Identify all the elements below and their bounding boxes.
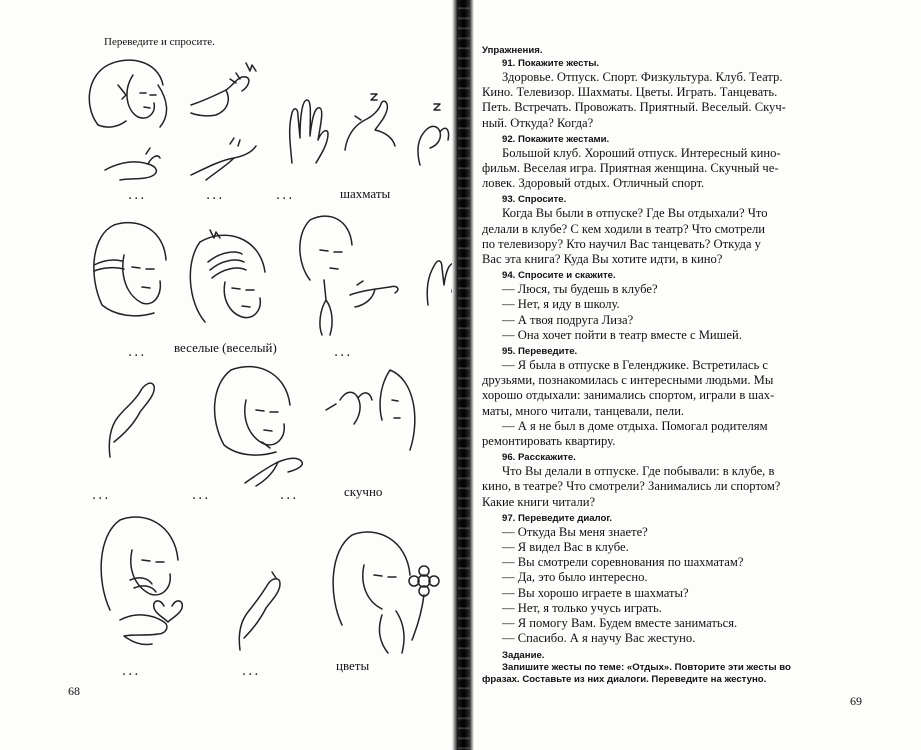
left-page-header: Переведите и спросите. xyxy=(104,36,215,48)
section-title: Упражнения. xyxy=(482,45,543,56)
exercise-heading: 96. Расскажите. xyxy=(502,452,576,464)
exercise-line: ный. Откуда? Когда? xyxy=(482,115,594,130)
dialogue-line: — Спасибо. А я научу Вас жестуно. xyxy=(502,631,696,646)
face-with-hand-illustration xyxy=(180,222,280,332)
task-line: Запишите жесты по теме: «Отдых». Повторите эти жесты во xyxy=(502,661,791,673)
dialogue-line: — Нет, я только учусь играть. xyxy=(502,600,662,615)
exercise-heading: 94. Спросите и скажите. xyxy=(502,270,616,282)
dialogue-line: — Вы хорошо играете в шахматы? xyxy=(502,585,689,600)
exercise-heading: 91. Покажите жесты. xyxy=(502,58,600,69)
exercise-heading: 92. Покажите жестами. xyxy=(502,133,610,145)
exercise-line: маты, много читали, танцевали, пели. xyxy=(482,403,685,418)
dialogue-line: — Я видел Вас в клубе. xyxy=(502,540,629,555)
exercise-line: Петь. Встречать. Провожать. Приятный. Веселый. Скуч- xyxy=(482,100,786,115)
exercise-line: делали в клубе? С кем ходили в театр? Что смотрели xyxy=(482,221,766,236)
blank-dots: ... xyxy=(122,664,141,679)
face-with-flower-illustration xyxy=(322,525,442,660)
blank-dots: ... xyxy=(206,188,225,203)
face-with-hand-illustration xyxy=(84,215,174,325)
pointing-hand-illustration xyxy=(345,275,405,320)
open-hand-illustration xyxy=(282,88,332,168)
exercise-line: по телевизору? Кто научил Вас танцевать? Откуда у xyxy=(482,236,761,251)
exercise-line: Какие книги читали? xyxy=(482,494,596,509)
exercise-line: друзьями, познакомилась с интересными людьми. Мы xyxy=(482,373,774,388)
face-with-hand-illustration xyxy=(320,360,440,460)
blank-dots: ... xyxy=(128,188,147,203)
exercise-line: фильм. Веселая игра. Приятная женщина. Скучный че- xyxy=(482,161,779,176)
blank-dots: ... xyxy=(242,664,261,679)
blank-dots: ... xyxy=(128,345,147,360)
exercise-line: Когда Вы были в отпуске? Где Вы отдыхали? Что xyxy=(502,206,768,221)
dialogue-line: — А твоя подруга Лиза? xyxy=(502,312,634,327)
exercise-heading: 95. Переведите. xyxy=(502,346,578,358)
page-number-left: 68 xyxy=(68,684,80,698)
label-skuchno: скучно xyxy=(344,484,383,499)
exercise-line: — А я не был в доме отдыха. Помогал родителям xyxy=(502,418,768,433)
hand-gesture-illustration xyxy=(410,100,455,170)
exercise-line: Вас эта книга? Куда Вы хотите идти, в кино? xyxy=(482,252,723,267)
hand-gesture-illustration xyxy=(335,90,405,160)
exercise-line: — Я была в отпуске в Геленджике. Встретилась с xyxy=(502,358,768,373)
blank-dots: ... xyxy=(92,488,111,503)
face-with-hands-and-heart-illustration xyxy=(90,510,200,660)
exercise-heading: 93. Спросите. xyxy=(502,194,567,206)
exercise-line: ремонтировать квартиру. xyxy=(482,434,616,449)
exercise-line: Здоровье. Отпуск. Спорт. Физкультура. Клуб. Театр. xyxy=(502,70,783,84)
raised-hand-illustration xyxy=(230,570,290,655)
hands-illustration xyxy=(100,140,170,190)
dialogue-line: — Она хочет пойти в театр вместе с Мишей. xyxy=(502,327,742,342)
exercise-line: Что Вы делали в отпуске. Где побывали: в клубе, в xyxy=(502,464,775,479)
dialogue-line: — Откуда Вы меня знаете? xyxy=(502,524,648,539)
page-number-right: 69 xyxy=(850,694,862,708)
dialogue-line: — Люся, ты будешь в клубе? xyxy=(502,282,658,297)
exercise-heading: 97. Переведите диалог. xyxy=(502,512,613,524)
book-gutter-texture xyxy=(458,0,470,750)
exercise-line: кино, в театре? Что смотрели? Занимались ли спортом? xyxy=(482,479,781,494)
exercise-line: Кино. Телевизор. Шахматы. Цветы. Играть. Танцевать. xyxy=(482,85,778,100)
blank-dots: ... xyxy=(334,345,353,360)
exercise-line: ловек. Здоровый отдых. Отличный спорт. xyxy=(482,176,705,191)
hand-gesture-illustration xyxy=(186,55,266,125)
blank-dots: ... xyxy=(276,188,295,203)
exercise-line: Большой клуб. Хороший отпуск. Интересный кино- xyxy=(502,145,781,160)
label-shakhmaty: шахматы xyxy=(340,186,391,201)
label-tsvety: цветы xyxy=(336,658,370,673)
hands-illustration xyxy=(240,438,310,493)
exercise-line: хорошо отдыхали: занимались спортом, играли в шах- xyxy=(482,388,775,403)
label-veselye: веселые (веселый) xyxy=(174,340,277,355)
task-heading: Задание. xyxy=(502,649,545,661)
blank-dots: ... xyxy=(280,488,299,503)
dialogue-line: — Да, это было интересно. xyxy=(502,570,648,585)
face-illustration xyxy=(78,55,178,135)
dialogue-line: — Я помогу Вам. Будем вместе заниматься. xyxy=(502,616,738,631)
hands-illustration xyxy=(186,130,266,190)
raised-hand-illustration xyxy=(100,372,165,462)
dialogue-line: — Вы смотрели соревнования по шахматам? xyxy=(502,555,744,570)
blank-dots: ... xyxy=(192,488,211,503)
right-page xyxy=(482,44,862,687)
dialogue-line: — Нет, я иду в школу. xyxy=(502,297,620,312)
task-line: фразах. Составьте из них диалоги. Переведите на жестуно. xyxy=(482,674,767,686)
